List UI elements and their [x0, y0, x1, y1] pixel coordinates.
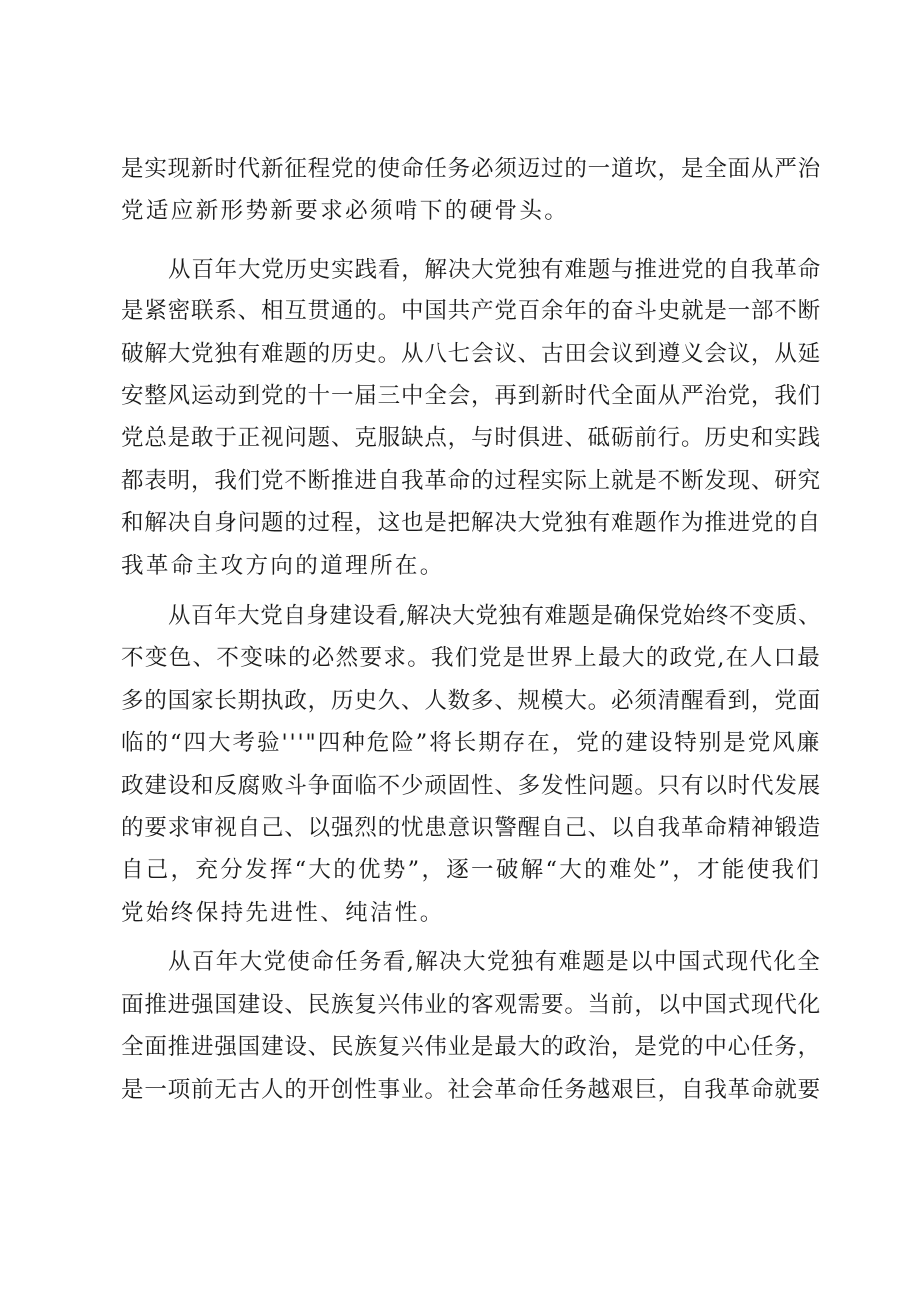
paragraph-first-line: 从百年大党历史实践看，解决大党独有难题与推进党的自我革命 [168, 257, 821, 283]
text-line: 面推进强国建设、民族复兴伟业的客观需要。当前，以中国式现代化 [121, 992, 821, 1018]
text-line: 是实现新时代新征程党的使命任务必须迈过的一道坎，是全面从严治 [121, 156, 821, 182]
text-line: 多的国家长期执政，历史久、人数多、规模大。必须清醒看到，党面 [121, 688, 821, 714]
text-line: 的要求审视自己、以强烈的忧患意识警醒自己、以自我革命精神锻造 [121, 815, 821, 841]
text-line: 我革命主攻方向的道理所在。 [121, 553, 445, 579]
paragraph-first-line: 从百年大党使命任务看,解决大党独有难题是以中国式现代化全 [168, 949, 821, 975]
text-line: 党总是敢于正视问题、克服缺点，与时俱进、砥砺前行。历史和实践 [121, 425, 821, 451]
text-line: 临的“四大考验'''"四种危险”将长期存在，党的建设特别是党风廉 [121, 730, 821, 756]
text-line: 党始终保持先进性、纯洁性。 [121, 900, 445, 926]
text-line: 党适应新形势新要求必须啃下的硬骨头。 [121, 198, 570, 224]
text-line: 都表明，我们党不断推进自我革命的过程实际上就是不断发现、研究 [121, 468, 821, 494]
text-line: 不变色、不变味的必然要求。我们党是世界上最大的政党,在人口最 [121, 645, 821, 671]
text-line: 全面推进强国建设、民族复兴伟业是最大的政治，是党的中心任务， [121, 1034, 821, 1060]
text-line: 是紧密联系、相互贯通的。中国共产党百余年的奋斗史就是一部不断 [121, 298, 821, 324]
text-line: 自己，充分发挥“大的优势”，逐一破解“大的难处”，才能使我们 [121, 857, 821, 883]
text-line: 和解决自身问题的过程，这也是把解决大党独有难题作为推进党的自 [121, 510, 821, 536]
paragraph-first-line: 从百年大党自身建设看,解决大党独有难题是确保党始终不变质、 [168, 603, 821, 629]
text-line: 破解大党独有难题的历史。从八七会议、古田会议到遵义会议，从延 [121, 341, 821, 367]
text-line: 政建设和反腐败斗争面临不少顽固性、多发性问题。只有以时代发展 [121, 773, 821, 799]
text-line: 是一项前无古人的开创性事业。社会革命任务越艰巨，自我革命就要 [121, 1077, 821, 1103]
text-line: 安整风运动到党的十一届三中全会，再到新时代全面从严治党，我们 [121, 383, 821, 409]
